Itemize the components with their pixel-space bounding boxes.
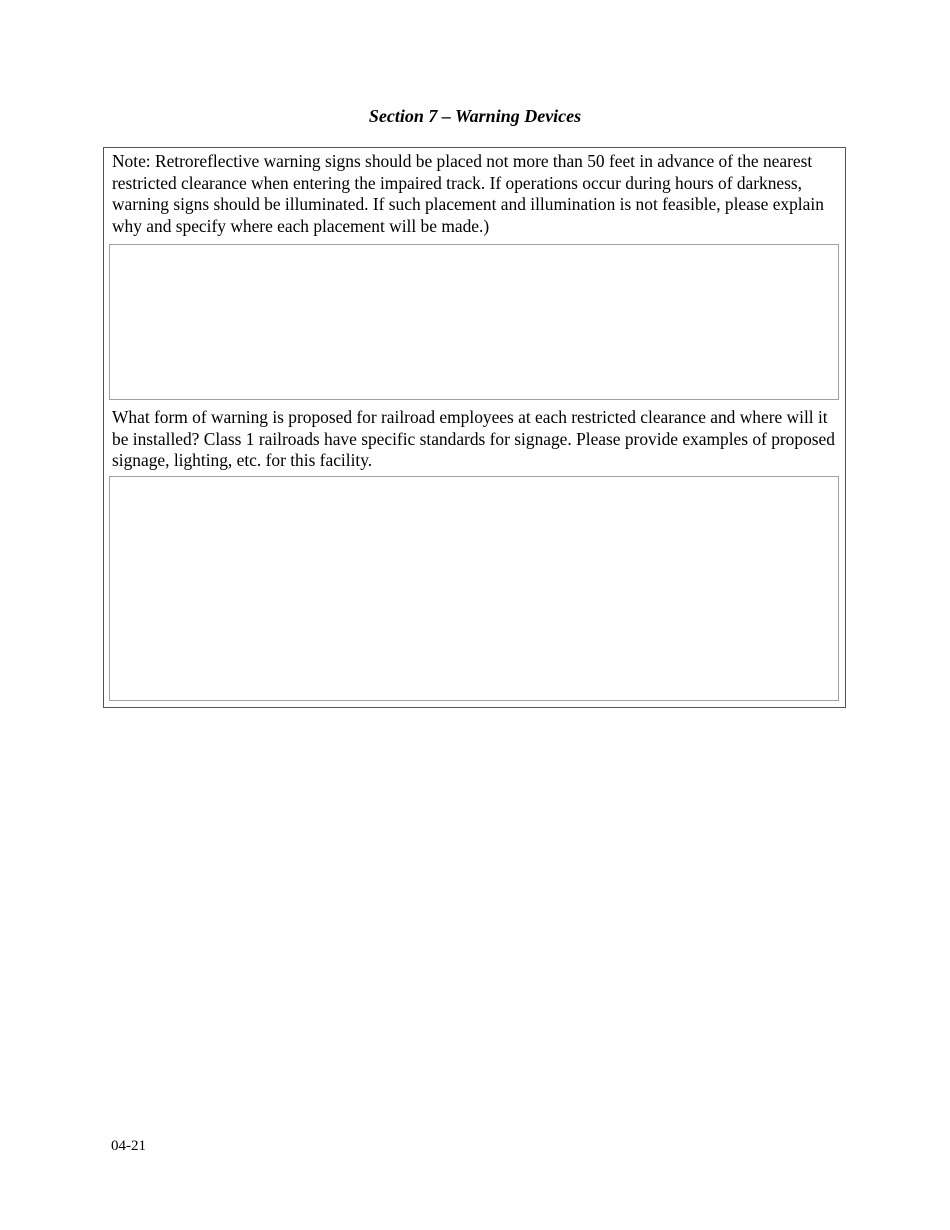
sign-placement-explanation-field[interactable] bbox=[109, 244, 839, 400]
warning-devices-form-box bbox=[103, 147, 846, 708]
retroreflective-signs-note: Note: Retroreflective warning signs should be placed not more than 50 feet in advance of the nearest restricted clearance when entering the impaired track. If operations occur during hours of darkness, warning signs should be illuminated. If such placement and illumination is not feasible, please explain why and specify where each placement will be made.) bbox=[112, 151, 824, 236]
employee-warning-question: What form of warning is proposed for railroad employees at each restricted clearance and where will it be installed? Class 1 railroads have specific standards for signage. Please provide examples of proposed signage, lighting, etc. for this facility. bbox=[112, 407, 835, 470]
proposed-warning-field[interactable] bbox=[109, 476, 839, 701]
section-title: Section 7 – Warning Devices bbox=[368, 106, 582, 126]
form-revision-code: 04-21 bbox=[111, 1138, 146, 1154]
